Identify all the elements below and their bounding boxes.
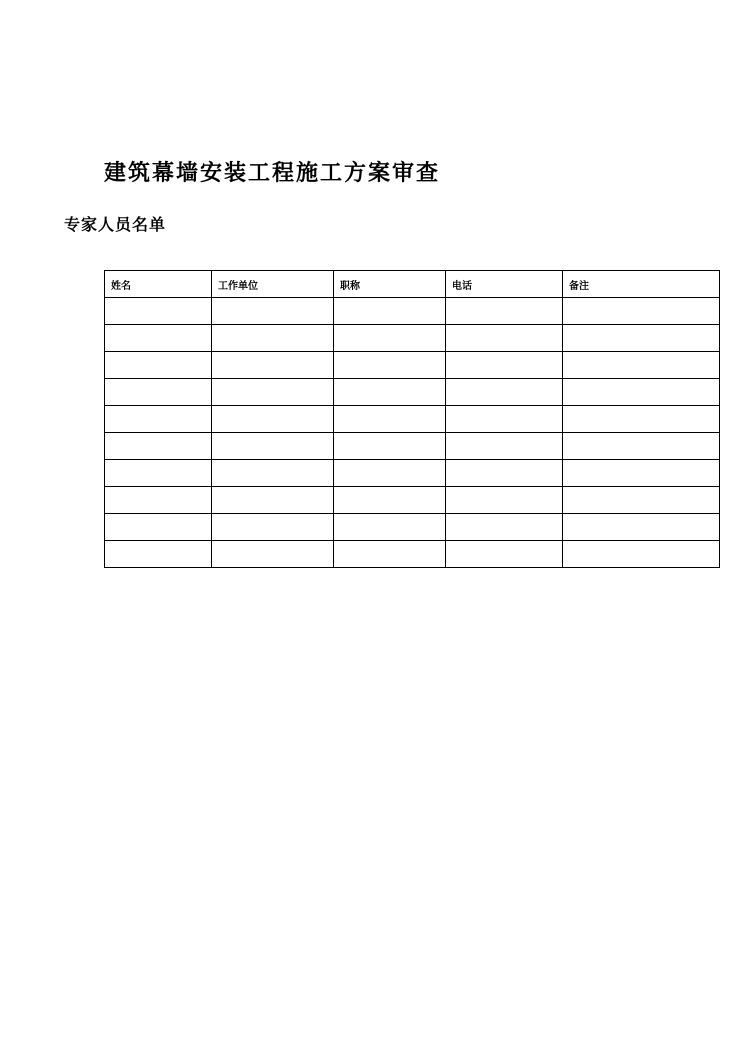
table-row	[105, 352, 720, 379]
column-header-phone: 电话	[446, 271, 563, 298]
cell-name[interactable]	[105, 514, 212, 541]
cell-name[interactable]	[105, 541, 212, 568]
table-row	[105, 325, 720, 352]
cell-title[interactable]	[334, 514, 446, 541]
cell-name[interactable]	[105, 298, 212, 325]
cell-remark[interactable]	[563, 406, 720, 433]
cell-phone[interactable]	[446, 514, 563, 541]
cell-unit[interactable]	[212, 352, 334, 379]
cell-remark[interactable]	[563, 433, 720, 460]
cell-title[interactable]	[334, 325, 446, 352]
cell-title[interactable]	[334, 406, 446, 433]
cell-phone[interactable]	[446, 298, 563, 325]
cell-remark[interactable]	[563, 352, 720, 379]
expert-roster-table	[104, 270, 720, 568]
cell-name[interactable]	[105, 487, 212, 514]
column-header-unit: 工作单位	[212, 271, 334, 298]
cell-phone[interactable]	[446, 433, 563, 460]
cell-title[interactable]	[334, 352, 446, 379]
cell-unit[interactable]	[212, 433, 334, 460]
cell-unit[interactable]	[212, 514, 334, 541]
cell-phone[interactable]	[446, 352, 563, 379]
cell-unit[interactable]	[212, 487, 334, 514]
cell-unit[interactable]	[212, 460, 334, 487]
table-row	[105, 460, 720, 487]
table-row	[105, 379, 720, 406]
document-subtitle: 专家人员名单	[64, 215, 167, 234]
table-header	[105, 271, 720, 298]
cell-name[interactable]	[105, 325, 212, 352]
cell-title[interactable]	[334, 379, 446, 406]
cell-phone[interactable]	[446, 487, 563, 514]
cell-name[interactable]	[105, 352, 212, 379]
table-row	[105, 487, 720, 514]
column-header-name: 姓名	[105, 271, 212, 298]
cell-name[interactable]	[105, 433, 212, 460]
table-row	[105, 514, 720, 541]
cell-unit[interactable]	[212, 541, 334, 568]
cell-phone[interactable]	[446, 325, 563, 352]
cell-name[interactable]	[105, 379, 212, 406]
cell-title[interactable]	[334, 298, 446, 325]
cell-remark[interactable]	[563, 541, 720, 568]
table-row	[105, 541, 720, 568]
cell-remark[interactable]	[563, 298, 720, 325]
table-row	[105, 406, 720, 433]
cell-name[interactable]	[105, 406, 212, 433]
cell-name[interactable]	[105, 460, 212, 487]
cell-phone[interactable]	[446, 541, 563, 568]
cell-title[interactable]	[334, 460, 446, 487]
cell-phone[interactable]	[446, 460, 563, 487]
cell-remark[interactable]	[563, 460, 720, 487]
column-header-remark: 备注	[563, 271, 720, 298]
cell-unit[interactable]	[212, 379, 334, 406]
column-header-title: 职称	[334, 271, 446, 298]
cell-remark[interactable]	[563, 325, 720, 352]
cell-remark[interactable]	[563, 487, 720, 514]
page-title: 建筑幕墙安装工程施工方案审查	[104, 160, 441, 186]
cell-title[interactable]	[334, 541, 446, 568]
cell-title[interactable]	[334, 487, 446, 514]
table-body	[105, 298, 720, 568]
table-header-row	[105, 271, 720, 298]
table-row	[105, 433, 720, 460]
cell-phone[interactable]	[446, 406, 563, 433]
cell-remark[interactable]	[563, 379, 720, 406]
cell-unit[interactable]	[212, 298, 334, 325]
cell-unit[interactable]	[212, 325, 334, 352]
cell-unit[interactable]	[212, 406, 334, 433]
cell-phone[interactable]	[446, 379, 563, 406]
cell-remark[interactable]	[563, 514, 720, 541]
table-row	[105, 298, 720, 325]
cell-title[interactable]	[334, 433, 446, 460]
